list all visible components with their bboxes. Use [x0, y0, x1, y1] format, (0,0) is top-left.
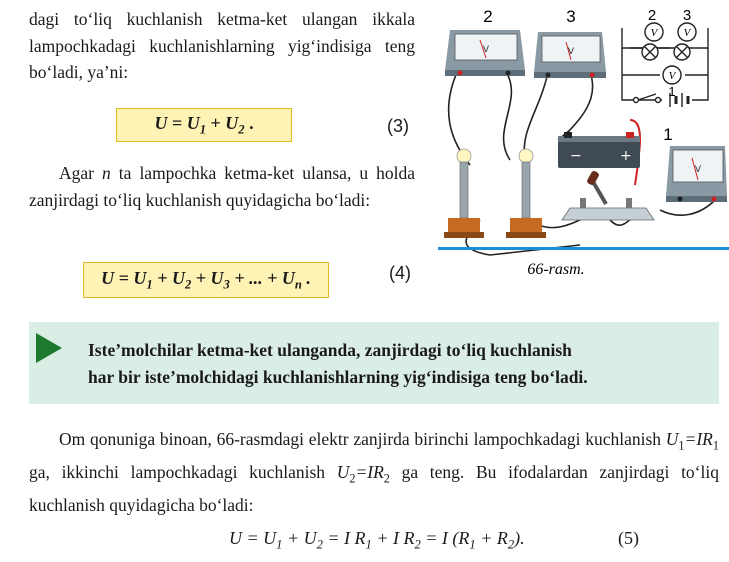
formula-5: $U = U_1 + U_2 = I$ $R_1 + I$ $R_2 = I$ $(R_1 + R_2)$. — [229, 528, 525, 552]
rule-line-1: Iste’molchilar ketma-ket ulanganda, zanjirdagi to‘liq kuchlanish — [88, 340, 572, 360]
label-schematic-3: 3 — [682, 7, 692, 24]
ohm-paragraph: Om qonuniga binoan, 66-rasmdagi elektr zanjirda birinchi lampochkadagi kuchlanish $U_1=IR_1$ ga, ikkinchi lampochkadagi kuchlanish $U_2=IR_2$ ga teng. Bu ifodalardan zanjirdagi to‘liq kuchlanish quyidagicha bo‘ladi: — [29, 429, 719, 515]
voltmeter-3-symbol: V — [567, 47, 575, 57]
formula-3: $U = U_1 + U_2$ . — [154, 112, 254, 137]
voltmeter-1-symbol: V — [694, 165, 702, 175]
formula-3-box — [116, 108, 292, 142]
lamp-2 — [506, 149, 546, 238]
circuit-schematic — [622, 23, 708, 107]
label-schematic-1: 1 — [668, 84, 676, 99]
voltmeter-3 — [534, 32, 606, 78]
formula-4-number: (4) — [389, 263, 411, 283]
battery-minus: − — [570, 148, 582, 164]
schematic-v1-symbol: V — [668, 70, 676, 82]
figure-caption: 66-rasm. — [527, 261, 585, 278]
lamp-1 — [444, 149, 484, 238]
battery-plus: + — [620, 148, 632, 164]
schematic-v3-symbol: V — [683, 27, 691, 39]
voltmeter-1 — [666, 146, 727, 202]
n-paragraph: Agar n ta lampochka ketma-ket ulansa, u holda zanjirdagi to‘liq kuchlanish quyidagicha bo‘ladi: — [29, 163, 415, 210]
intro-paragraph: dagi to‘liq kuchlanish ketma-ket ulangan ikkala lampochkadagi kuchlanishlarning yig‘indisiga teng bo‘ladi, ya’ni: — [29, 9, 415, 82]
voltmeter-2 — [445, 30, 525, 76]
label-meter-1: 1 — [663, 125, 673, 144]
battery — [558, 132, 640, 168]
label-schematic-2: 2 — [647, 7, 657, 24]
formula-3-number: (3) — [387, 116, 409, 136]
label-meter-3: 3 — [566, 7, 576, 26]
schematic-v2-symbol: V — [650, 27, 658, 39]
knife-switch — [562, 170, 654, 220]
voltmeter-2-symbol: V — [482, 45, 490, 55]
rule-arrow-icon — [34, 331, 64, 365]
rule-line-2: har bir iste’molchidagi kuchlanishlarning yig‘indisiga teng bo‘ladi. — [88, 367, 588, 387]
label-meter-2: 2 — [483, 7, 493, 26]
figure-accent-bar — [438, 247, 729, 250]
formula-4: $U = U_1 + U_2 + U_3$ + ... + $U_n$ . — [101, 267, 311, 292]
formula-4-box — [83, 262, 329, 298]
rule-text — [88, 337, 701, 391]
circuit-figure — [430, 0, 729, 282]
formula-5-number: (5) — [618, 528, 639, 548]
